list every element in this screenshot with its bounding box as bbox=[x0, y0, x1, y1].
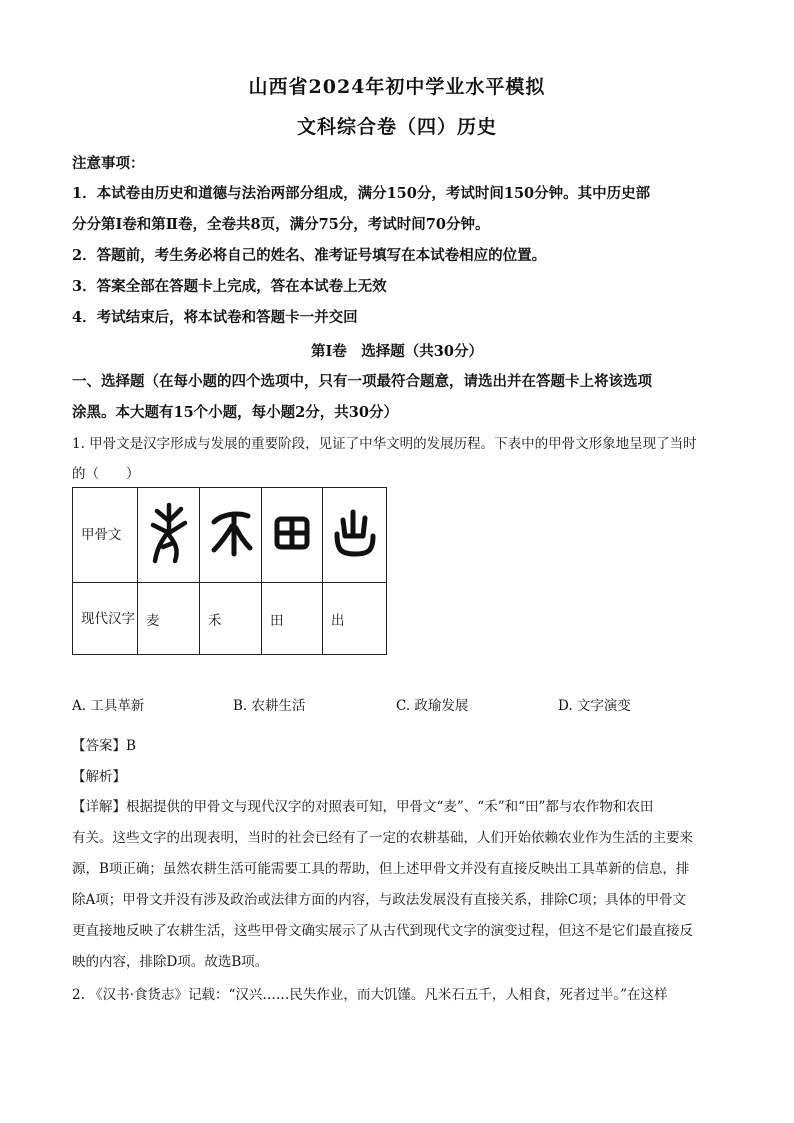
question-stem: 的（ ） bbox=[72, 466, 140, 482]
notice-line: 3．答案全部在答题卡上完成，答在本试卷上无效 bbox=[72, 278, 387, 295]
oracle-mai-icon bbox=[147, 501, 191, 565]
section-instruction: 涂黑。本大题有15个小题，每小题2分，共30分） bbox=[72, 404, 398, 421]
oracle-tian-icon bbox=[272, 513, 312, 553]
option-c: C. 政瑜发展 bbox=[396, 698, 469, 714]
modern-char: 麦 bbox=[138, 583, 200, 655]
notice-line: 1．本试卷由历史和道德与法治两部分组成，满分150分，考试时间150分钟。其中历史部 bbox=[72, 185, 651, 202]
exam-subtitle: 文科综合卷（四）历史 bbox=[296, 116, 497, 138]
question-stem: 2. 《汉书·食货志》记载：“汉兴……民失作业，而大饥馑。凡米石五千，人相食，死者过半。”在这样 bbox=[72, 987, 668, 1003]
modern-char: 田 bbox=[262, 583, 323, 655]
notice-line: 4．考试结束后，将本试卷和答题卡一并交回 bbox=[72, 309, 358, 326]
question-stem: 1. 甲骨文是汉字形成与发展的重要阶段，见证了中华文明的发展历程。下表中的甲骨文形象地呈现了当时 bbox=[72, 436, 697, 452]
option-a: A. 工具革新 bbox=[72, 698, 145, 714]
modern-char: 禾 bbox=[200, 583, 262, 655]
exam-title: 山西省2024年初中学业水平模拟 bbox=[248, 76, 546, 98]
table-label-modern: 现代汉字 bbox=[73, 583, 138, 655]
option-d: D. 文字演变 bbox=[558, 698, 631, 714]
answer-label: 【答案】B bbox=[72, 738, 136, 754]
section-instruction: 一、选择题（在每小题的四个选项中，只有一项最符合题意，请选出并在答题卡上将该选项 bbox=[72, 373, 652, 390]
detail-line: 除A项；甲骨文并没有涉及政治或法律方面的内容，与政法发展没有直接关系，排除C项；具体的甲骨文 bbox=[72, 892, 687, 908]
oracle-he-icon bbox=[208, 508, 254, 558]
oracle-chu-icon bbox=[331, 506, 379, 560]
section-title: 第Ⅰ卷 选择题（共30分） bbox=[311, 343, 483, 360]
detail-line: 有关。这些文字的出现表明，当时的社会已经有了一定的农耕基础，人们开始依赖农业作为生活的主要来 bbox=[72, 830, 693, 846]
detail-line: 【详解】根据提供的甲骨文与现代汉字的对照表可知，甲骨文“麦”、“禾”和“田”都与农作物和农田 bbox=[72, 799, 654, 815]
analysis-label: 【解析】 bbox=[72, 769, 126, 785]
detail-line: 源，B项正确；虽然农耕生活可能需要工具的帮助，但上述甲骨文并没有直接反映出工具革新的信息，排 bbox=[72, 861, 690, 877]
table-label-oracle: 甲骨文 bbox=[73, 488, 138, 583]
option-b: B. 农耕生活 bbox=[233, 698, 306, 714]
notice-line: 2．答题前，考生务必将自己的姓名、准考证号填写在本试卷相应的位置。 bbox=[72, 247, 547, 264]
modern-char: 出 bbox=[323, 583, 387, 655]
detail-line: 更直接地反映了农耕生活，这些甲骨文确实展示了从古代到现代文字的演变过程，但这不是它们最直接反 bbox=[72, 923, 693, 939]
notice-heading: 注意事项： bbox=[72, 155, 145, 172]
oracle-bone-table bbox=[72, 487, 387, 655]
detail-line: 映的内容，排除D项。故选B项。 bbox=[72, 954, 269, 970]
notice-line: 分分第Ⅰ卷和第Ⅱ卷，全卷共8页，满分75分，考试时间70分钟。 bbox=[72, 216, 490, 233]
